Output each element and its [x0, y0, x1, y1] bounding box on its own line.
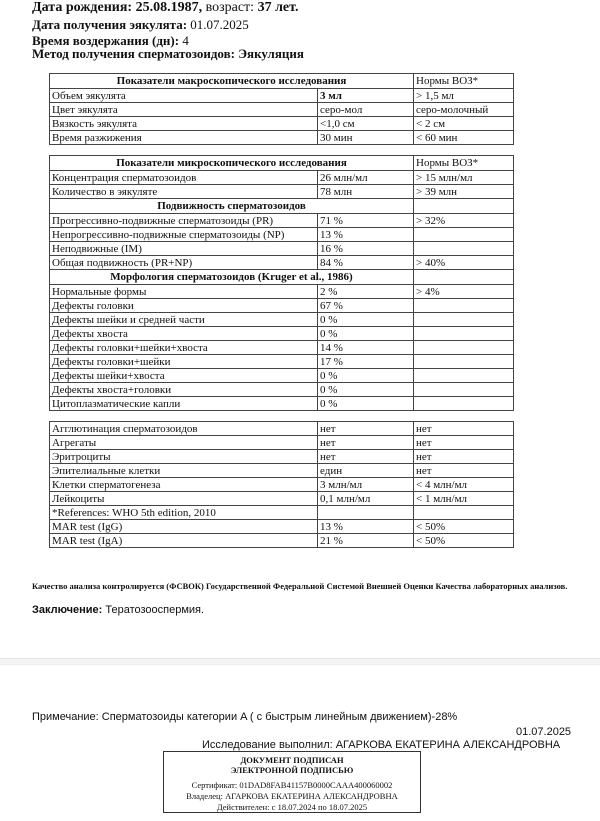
- param-value: 14 %: [318, 341, 414, 355]
- param-norm: [414, 228, 514, 242]
- param-name: Объем эякулята: [50, 89, 318, 103]
- morphology-title: Морфология сперматозоидов (Kruger et al., 1986): [50, 270, 414, 285]
- spacer-cell: [50, 411, 514, 422]
- table-row: [50, 103, 514, 117]
- param-name: Дефекты головки: [50, 299, 318, 313]
- param-name: Эпителиальные клетки: [50, 464, 318, 478]
- param-value: 3 мл: [318, 89, 414, 103]
- table-row: [50, 171, 514, 185]
- spacer-row: [50, 411, 514, 422]
- empty-cell: [414, 506, 514, 520]
- param-name: MAR test (IgG): [50, 520, 318, 534]
- param-norm: > 32%: [414, 214, 514, 228]
- param-value: 0 %: [318, 383, 414, 397]
- stamp-owner: Владелец: АГАРКОВА ЕКАТЕРИНА АЛЕКСАНДРОВНА: [186, 791, 398, 801]
- table-row: [50, 117, 514, 131]
- param-norm: > 39 млн: [414, 185, 514, 199]
- e-signature-stamp: [163, 751, 421, 813]
- param-name: Клетки сперматогенеза: [50, 478, 318, 492]
- param-value: 0,1 млн/мл: [318, 492, 414, 506]
- collection-value: 01.07.2025: [190, 17, 249, 32]
- param-norm: [414, 355, 514, 369]
- param-name: Эритроциты: [50, 450, 318, 464]
- stamp-line2: ЭЛЕКТРОННОЙ ПОДПИСЬЮ: [230, 765, 354, 775]
- macro-title: Показатели макроскопического исследования: [50, 74, 414, 89]
- param-name: Лейкоциты: [50, 492, 318, 506]
- abstinence-value: 4: [182, 33, 189, 48]
- birth-value: 25.08.1987,: [135, 0, 203, 15]
- table-row: [50, 242, 514, 256]
- param-name: Неподвижные (IM): [50, 242, 318, 256]
- reference-text: *References: WHO 5th edition, 2010: [50, 506, 318, 520]
- param-norm: серо-молочный: [414, 103, 514, 117]
- param-value: 2 %: [318, 285, 414, 299]
- conclusion: [32, 604, 204, 616]
- table-row: [50, 185, 514, 199]
- table-row: [50, 214, 514, 228]
- param-name: Общая подвижность (PR+NP): [50, 256, 318, 270]
- footer-date: 01.07.2025: [516, 726, 572, 738]
- param-norm: [414, 341, 514, 355]
- results-table: [49, 73, 514, 548]
- table-row: [50, 327, 514, 341]
- note-text: Примечание: Сперматозоиды категории A ( с быстрым линейным движением)-28%: [32, 711, 458, 723]
- table-row: [50, 369, 514, 383]
- abstinence-label: Время воздержания (дн):: [32, 33, 180, 48]
- table-row: [50, 89, 514, 103]
- param-norm: [414, 327, 514, 341]
- age-value: 37 лет.: [257, 0, 299, 15]
- param-norm: < 4 млн/мл: [414, 478, 514, 492]
- param-norm: [414, 397, 514, 411]
- param-name: MAR test (IgA): [50, 534, 318, 548]
- param-name: Цвет эякулята: [50, 103, 318, 117]
- table-row: [50, 478, 514, 492]
- param-value: 0 %: [318, 397, 414, 411]
- empty-cell: [414, 199, 514, 214]
- param-value: един: [318, 464, 414, 478]
- table-row: [50, 534, 514, 548]
- morphology-header-row: [50, 270, 514, 285]
- param-name: Время разжижения: [50, 131, 318, 145]
- param-value: 17 %: [318, 355, 414, 369]
- table-row: [50, 341, 514, 355]
- table-row: [50, 464, 514, 478]
- table-row: [50, 436, 514, 450]
- param-norm: < 50%: [414, 534, 514, 548]
- table-row: [50, 422, 514, 436]
- param-value: 67 %: [318, 299, 414, 313]
- param-value: 3 млн/мл: [318, 478, 414, 492]
- table-row: [50, 492, 514, 506]
- param-norm: [414, 383, 514, 397]
- param-value: 0 %: [318, 327, 414, 341]
- param-norm: > 1,5 мл: [414, 89, 514, 103]
- birth-label: Дата рождения:: [32, 0, 133, 15]
- param-name: Дефекты головки+шейки+хвоста: [50, 341, 318, 355]
- param-norm: > 15 млн/мл: [414, 171, 514, 185]
- micro-title: Показатели микроскопического исследования: [50, 156, 414, 171]
- param-norm: [414, 369, 514, 383]
- spacer-cell: [50, 145, 514, 156]
- conclusion-value: Тератозооспермия.: [105, 604, 205, 616]
- table-row: [50, 383, 514, 397]
- param-name: Агглютинация сперматозоидов: [50, 422, 318, 436]
- table-row: [50, 131, 514, 145]
- age-label: возраст:: [205, 0, 255, 15]
- table-row: [50, 299, 514, 313]
- param-value: <1,0 см: [318, 117, 414, 131]
- param-name: Непрогрессивно-подвижные сперматозоиды (NP): [50, 228, 318, 242]
- collection-label: Дата получения эякулята:: [32, 17, 188, 32]
- param-norm: нет: [414, 436, 514, 450]
- param-value: 78 млн: [318, 185, 414, 199]
- performed-by: Исследование выполнил: АГАРКОВА ЕКАТЕРИНА АЛЕКСАНДРОВНА: [202, 739, 561, 751]
- table-row: [50, 355, 514, 369]
- motility-header-row: [50, 199, 514, 214]
- param-value: 0 %: [318, 313, 414, 327]
- param-norm: < 60 мин: [414, 131, 514, 145]
- table-row: [50, 450, 514, 464]
- birth-line: [32, 0, 298, 15]
- param-norm: нет: [414, 422, 514, 436]
- stamp-certificate: Сертификат: 01DAD8FAB41157B0000CAAA400060002: [191, 780, 393, 790]
- motility-title: Подвижность сперматозоидов: [50, 199, 414, 214]
- table-row: [50, 256, 514, 270]
- param-value: 26 млн/мл: [318, 171, 414, 185]
- conclusion-label: Заключение:: [32, 604, 103, 616]
- param-norm: < 2 см: [414, 117, 514, 131]
- param-name: Дефекты шейки и средней части: [50, 313, 318, 327]
- page-separator: [0, 658, 600, 665]
- param-value: 21 %: [318, 534, 414, 548]
- param-name: Нормальные формы: [50, 285, 318, 299]
- param-norm: [414, 313, 514, 327]
- param-norm: нет: [414, 464, 514, 478]
- micro-header-row: [50, 156, 514, 171]
- param-name: Агрегаты: [50, 436, 318, 450]
- stamp-line1: ДОКУМЕНТ ПОДПИСАН: [240, 755, 344, 765]
- param-value: нет: [318, 450, 414, 464]
- table-row: [50, 520, 514, 534]
- param-name: Прогрессивно-подвижные сперматозоиды (PR): [50, 214, 318, 228]
- param-value: нет: [318, 436, 414, 450]
- param-name: Дефекты хвоста+головки: [50, 383, 318, 397]
- param-name: Дефекты шейки+хвоста: [50, 369, 318, 383]
- param-value: 16 %: [318, 242, 414, 256]
- param-norm: > 4%: [414, 285, 514, 299]
- table-row: [50, 228, 514, 242]
- param-norm: < 50%: [414, 520, 514, 534]
- param-value: 84 %: [318, 256, 414, 270]
- reference-row: [50, 506, 514, 520]
- macro-norm-title: Нормы ВОЗ*: [414, 74, 514, 89]
- param-value: 13 %: [318, 520, 414, 534]
- param-norm: < 1 млн/мл: [414, 492, 514, 506]
- macro-header-row: [50, 74, 514, 89]
- micro-norm-title: Нормы ВОЗ*: [414, 156, 514, 171]
- param-value: нет: [318, 422, 414, 436]
- method-value: Эякуляция: [238, 46, 304, 61]
- param-value: 71 %: [318, 214, 414, 228]
- method-label: Метод получения сперматозоидов:: [32, 46, 235, 61]
- param-norm: [414, 299, 514, 313]
- param-name: Концентрация сперматозоидов: [50, 171, 318, 185]
- spacer-row: [50, 145, 514, 156]
- empty-cell: [318, 506, 414, 520]
- table-row: [50, 285, 514, 299]
- param-value: серо-мол: [318, 103, 414, 117]
- param-name: Вязкость эякулята: [50, 117, 318, 131]
- stamp-validity: Действителен: с 18.07.2024 по 18.07.2025: [216, 802, 368, 812]
- param-name: Дефекты головки+шейки: [50, 355, 318, 369]
- param-value: 30 мин: [318, 131, 414, 145]
- param-value: 0 %: [318, 369, 414, 383]
- param-value: 13 %: [318, 228, 414, 242]
- table-row: [50, 397, 514, 411]
- param-norm: > 40%: [414, 256, 514, 270]
- empty-cell: [414, 270, 514, 285]
- table-row: [50, 313, 514, 327]
- param-name: Дефекты хвоста: [50, 327, 318, 341]
- param-norm: [414, 242, 514, 256]
- method-line: [32, 46, 304, 61]
- param-norm: нет: [414, 450, 514, 464]
- param-name: Количество в эякуляте: [50, 185, 318, 199]
- collection-line: [32, 17, 249, 32]
- param-name: Цитоплазматические капли: [50, 397, 318, 411]
- quality-note: Качество анализа контролируется (ФСВОК) Государственной Федеральной Системой Внешней Оценки Качества лабораторных анализов.: [32, 581, 568, 591]
